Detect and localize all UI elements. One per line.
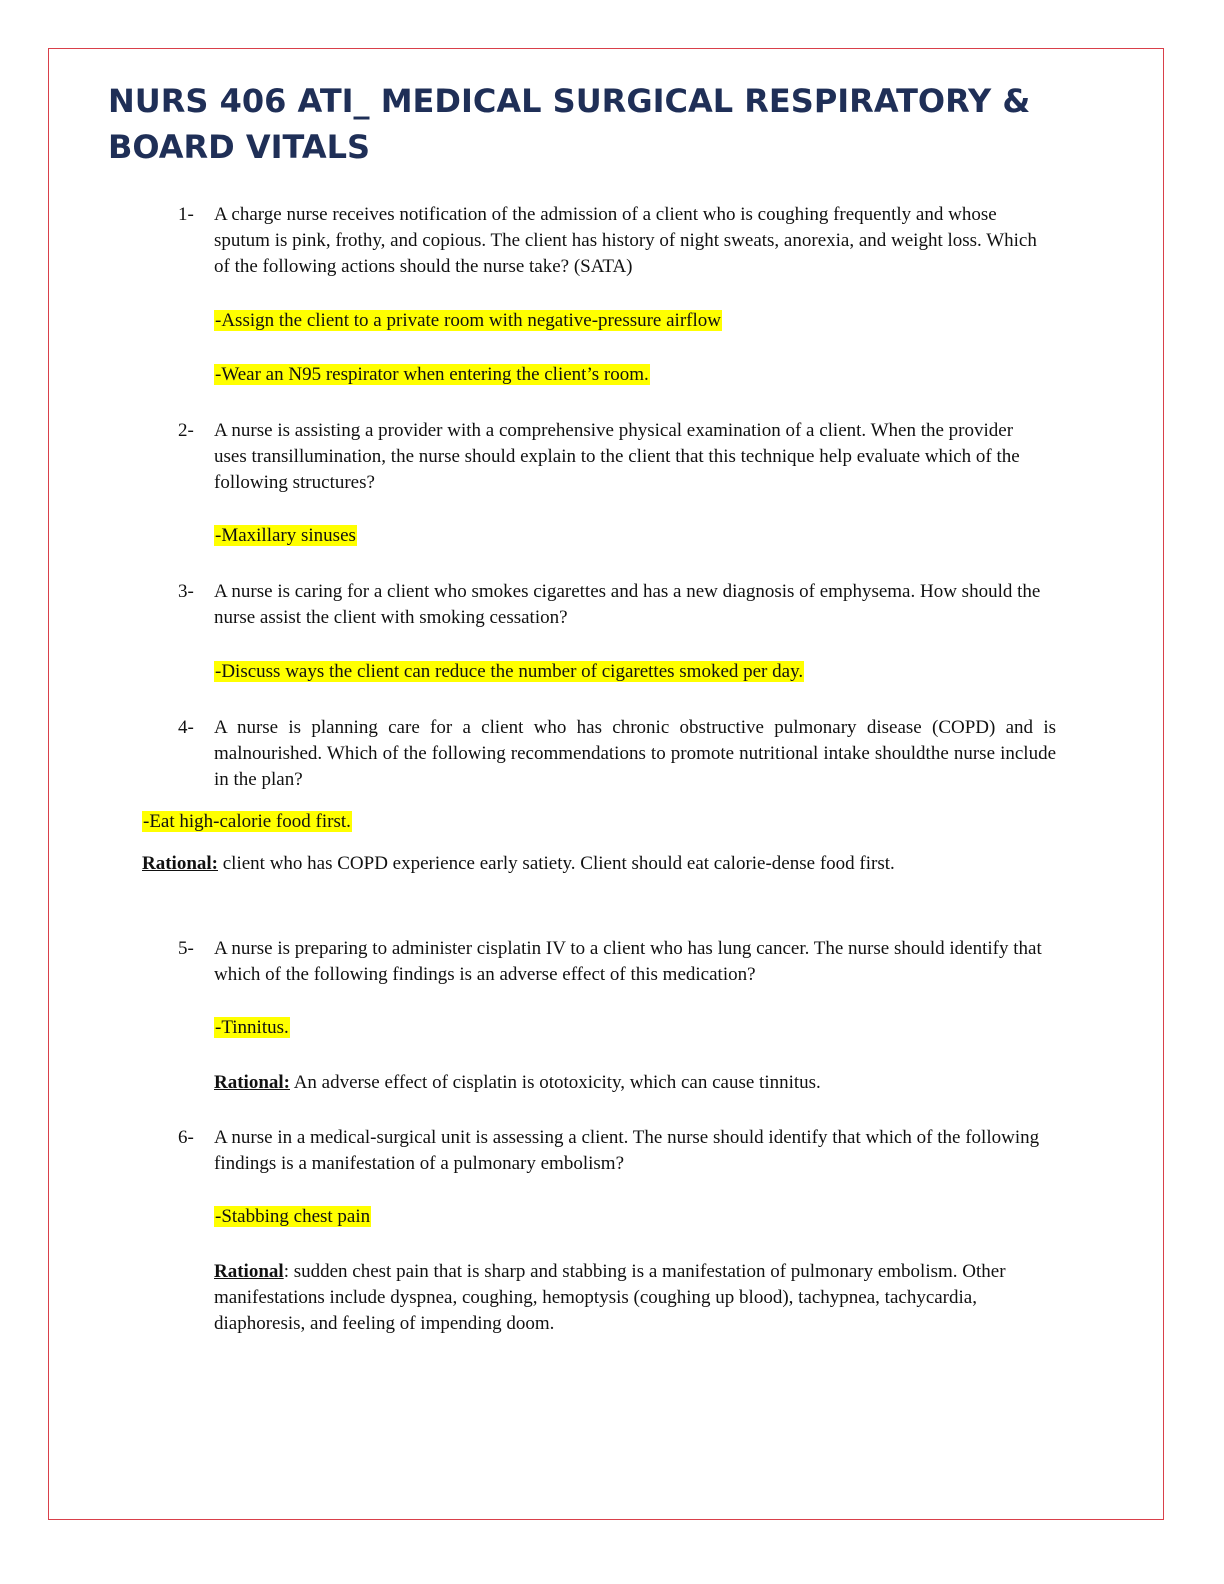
question-2 (178, 418, 1058, 498)
rationale-text: An adverse effect of cisplatin is ototoxicity, which can cause tinnitus. (290, 1072, 821, 1093)
question-number: 2- (178, 420, 194, 441)
question-text: A nurse is preparing to administer cisplatin IV to a client who has lung cancer. The nurse should identify that which of the following findings is an adverse effect of this medication? (214, 938, 1042, 985)
document-title: NURS 406 ATI_ MEDICAL SURGICAL RESPIRATORY & BOARD VITALS (108, 82, 1031, 166)
rationale (142, 851, 1042, 877)
question-text: A nurse in a medical-surgical unit is assessing a client. The nurse should identify that which of the following findings is a manifestation of a pulmonary embolism? (214, 1127, 1040, 1174)
question-4 (178, 715, 1058, 795)
answer-text: -Maxillary sinuses (215, 525, 356, 546)
rationale-label: Rational: (214, 1072, 290, 1093)
question-number: 5- (178, 938, 194, 959)
question-number: 1- (178, 204, 194, 225)
rationale-label: Rational (214, 1261, 284, 1282)
answer-highlight (214, 1205, 371, 1229)
question-number: 6- (178, 1127, 194, 1148)
answer-text: -Wear an N95 respirator when entering the client’s room. (215, 364, 649, 385)
question-1 (178, 202, 1058, 282)
question-3 (178, 579, 1058, 633)
answer-highlight (214, 363, 650, 387)
question-number: 3- (178, 581, 194, 602)
answer-text: -Eat high-calorie food first. (143, 811, 351, 832)
answer-highlight (214, 524, 357, 548)
rationale-text: : sudden chest pain that is sharp and stabbing is a manifestation of pulmonary embolism. Other manifestations include dyspnea, coughing, hemoptysis (coughing up blood), tachypnea, tachycardia, diaphoresis, and feeling of impending doom. (214, 1261, 1006, 1334)
question-text: A nurse is caring for a client who smokes cigarettes and has a new diagnosis of emphysema. How should the nurse assist the client with smoking cessation? (214, 581, 1041, 628)
answer-text: -Assign the client to a private room with negative-pressure airflow (215, 310, 721, 331)
question-text: A nurse is assisting a provider with a comprehensive physical examination of a client. When the provider uses transillumination, the nurse should explain to the client that this technique help evaluate which of the following structures? (214, 420, 1020, 493)
answer-highlight (142, 810, 352, 834)
question-text: A charge nurse receives notification of the admission of a client who is coughing frequently and whose sputum is pink, frothy, and copious. The client has history of night sweats, anorexia, and weight loss. Which of the following actions should the nurse take? (SATA) (214, 204, 1037, 277)
answer-highlight (214, 1016, 290, 1040)
question-6 (178, 1125, 1058, 1179)
rationale (214, 1070, 1054, 1096)
rationale-text: client who has COPD experience early satiety. Client should eat calorie-dense food first. (218, 853, 895, 874)
answer-highlight (214, 660, 804, 684)
question-text: A nurse is planning care for a client who has chronic obstructive pulmonary disease (COPD) and is malnourished. Which of the following recommendations to promote nutritional intake shouldthe nurse include in the plan? (214, 717, 1056, 790)
question-number: 4- (178, 717, 194, 738)
answer-text: -Stabbing chest pain (215, 1206, 371, 1227)
rationale-label: Rational: (142, 853, 218, 874)
rationale (214, 1259, 1044, 1337)
answer-text: -Tinnitus. (215, 1017, 289, 1038)
answer-highlight (214, 309, 722, 333)
question-5 (178, 936, 1058, 990)
answer-text: -Discuss ways the client can reduce the number of cigarettes smoked per day. (215, 661, 804, 682)
